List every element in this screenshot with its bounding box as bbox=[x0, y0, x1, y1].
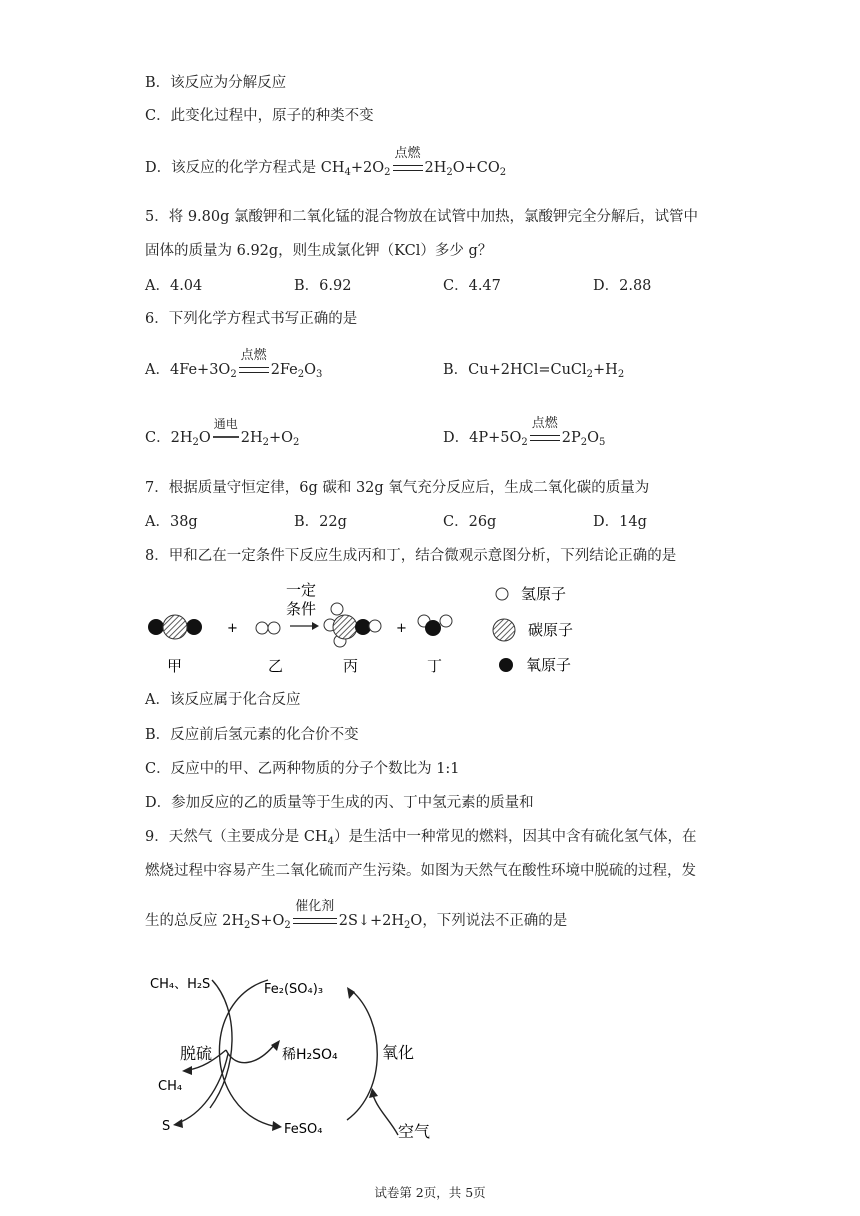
q4-option-d: D．该反应的化学方程式是 $CH_4+2O_2$ 点燃 $2H_2O+CO_2$ bbox=[145, 146, 507, 178]
q8-option-b: B．反应前后氢元素的化合价不变 bbox=[145, 727, 359, 743]
q5-option-c: C．4.47 bbox=[443, 278, 501, 294]
q4-option-c: C．此变化过程中，原子的种类不变 bbox=[145, 108, 374, 124]
q5-option-d: D．2.88 bbox=[593, 278, 652, 294]
oxygen-atom bbox=[148, 619, 164, 635]
carbon-atom bbox=[333, 615, 357, 639]
label-ding: 丁 bbox=[427, 657, 443, 675]
oxygen-atom bbox=[425, 620, 441, 636]
carbon-atom bbox=[163, 615, 187, 639]
hydrogen-atom bbox=[268, 622, 280, 634]
q6-stem: 6．下列化学方程式书写正确的是 bbox=[145, 311, 358, 327]
legend-hydrogen-icon bbox=[496, 588, 508, 600]
label-inputs: CH₄、H₂S bbox=[150, 977, 211, 992]
q5-stem-line1: 5．将 9.80g 氯酸钾和二氧化锰的混合物放在试管中加热，氯酸钾完全分解后，试管中 bbox=[145, 209, 699, 225]
q9-stem-line1: 9．天然气（主要成分是 $CH_4$）是生活中一种常见的燃料，因其中含有硫化氢气体，在 bbox=[145, 829, 697, 847]
page-footer: 试卷第 2页，共 5页 bbox=[374, 1185, 486, 1200]
plus-sign-2: + bbox=[396, 621, 407, 636]
q5-stem-line2: 固体的质量为 6.92g，则生成氯化钾（KCl）多少 g？ bbox=[145, 243, 493, 259]
molecule-jia bbox=[148, 615, 202, 639]
oxygen-atom bbox=[186, 619, 202, 635]
q5-option-a: A．4.04 bbox=[145, 278, 203, 294]
legend-oxygen-icon bbox=[499, 658, 513, 672]
q7-option-c: C．26g bbox=[443, 514, 497, 530]
q8-option-c: C．反应中的甲、乙两种物质的分子个数比为 1:1 bbox=[145, 761, 460, 777]
molecule-bing bbox=[324, 603, 381, 647]
q5-option-b: B．6.92 bbox=[294, 278, 352, 294]
q7-stem: 7．根据质量守恒定律，6g 碳和 32g 氧气充分反应后，生成二氧化碳的质量为 bbox=[145, 480, 650, 496]
plus-sign-1: + bbox=[227, 621, 238, 636]
molecule-yi bbox=[256, 622, 280, 634]
label-feso4: FeSO₄ bbox=[284, 1122, 323, 1137]
q8-stem: 8．甲和乙在一定条件下反应生成丙和丁，结合微观示意图分析，下列结论正确的是 bbox=[145, 548, 677, 564]
molecule-ding bbox=[418, 615, 452, 636]
label-ch4: CH₄ bbox=[158, 1079, 183, 1094]
hydrogen-atom bbox=[331, 603, 343, 615]
label-oxidation: 氧化 bbox=[382, 1043, 415, 1062]
q9-stem-line3: 生的总反应 $2H_2S+O_2$ 催化剂 $2S↓+2H_2O$，下列说法不正确的是 bbox=[145, 899, 568, 931]
label-bing: 丙 bbox=[343, 657, 359, 675]
condition-line2: 条件 bbox=[286, 600, 317, 618]
condition-line1: 一定 bbox=[286, 581, 317, 599]
label-dilute-acid: 稀H₂SO₄ bbox=[282, 1047, 338, 1063]
q6-option-b: B．$Cu+2HCl=CuCl_2+H_2$ bbox=[443, 362, 625, 380]
q6-option-a: A．$4Fe+3O_2$ 点燃 $2Fe_2O_3$ bbox=[145, 348, 323, 380]
q7-option-a: A．38g bbox=[145, 514, 198, 530]
q7-option-d: D．14g bbox=[593, 514, 647, 530]
molecule-diagram bbox=[140, 575, 600, 685]
legend-hydrogen: 氢原子 bbox=[521, 585, 567, 603]
label-yi: 乙 bbox=[268, 657, 284, 675]
q7-option-b: B．22g bbox=[294, 514, 347, 530]
label-jia: 甲 bbox=[167, 657, 183, 675]
legend-oxygen: 氧原子 bbox=[526, 656, 572, 674]
q8-option-d: D．参加反应的乙的质量等于生成的丙、丁中氢元素的质量和 bbox=[145, 795, 534, 811]
label-air: 空气 bbox=[398, 1122, 431, 1141]
hydrogen-atom bbox=[440, 615, 452, 627]
q6-option-d: D．$4P+5O_2$ 点燃 $2P_2O_5$ bbox=[443, 416, 606, 448]
q4-option-b: B．该反应为分解反应 bbox=[145, 75, 287, 91]
q8-option-a: A．该反应属于化合反应 bbox=[145, 692, 301, 708]
label-fe2so43: Fe₂(SO₄)₃ bbox=[264, 982, 324, 997]
legend-carbon: 碳原子 bbox=[528, 621, 574, 639]
q6-option-c: C．$2H_2O$ 通电 $2H_2+O_2$ bbox=[145, 417, 300, 448]
q9-stem-line2: 燃烧过程中容易产生二氧化硫而产生污染。如图为天然气在酸性环境中脱硫的过程，发 bbox=[145, 863, 696, 879]
hydrogen-atom bbox=[369, 620, 381, 632]
hydrogen-atom bbox=[256, 622, 268, 634]
condition-ignite: 点燃 bbox=[393, 158, 423, 178]
legend-carbon-icon bbox=[493, 619, 515, 641]
label-desulfurization: 脱硫 bbox=[180, 1044, 213, 1063]
desulfurization-diagram bbox=[140, 960, 460, 1150]
label-s: S bbox=[162, 1119, 171, 1134]
